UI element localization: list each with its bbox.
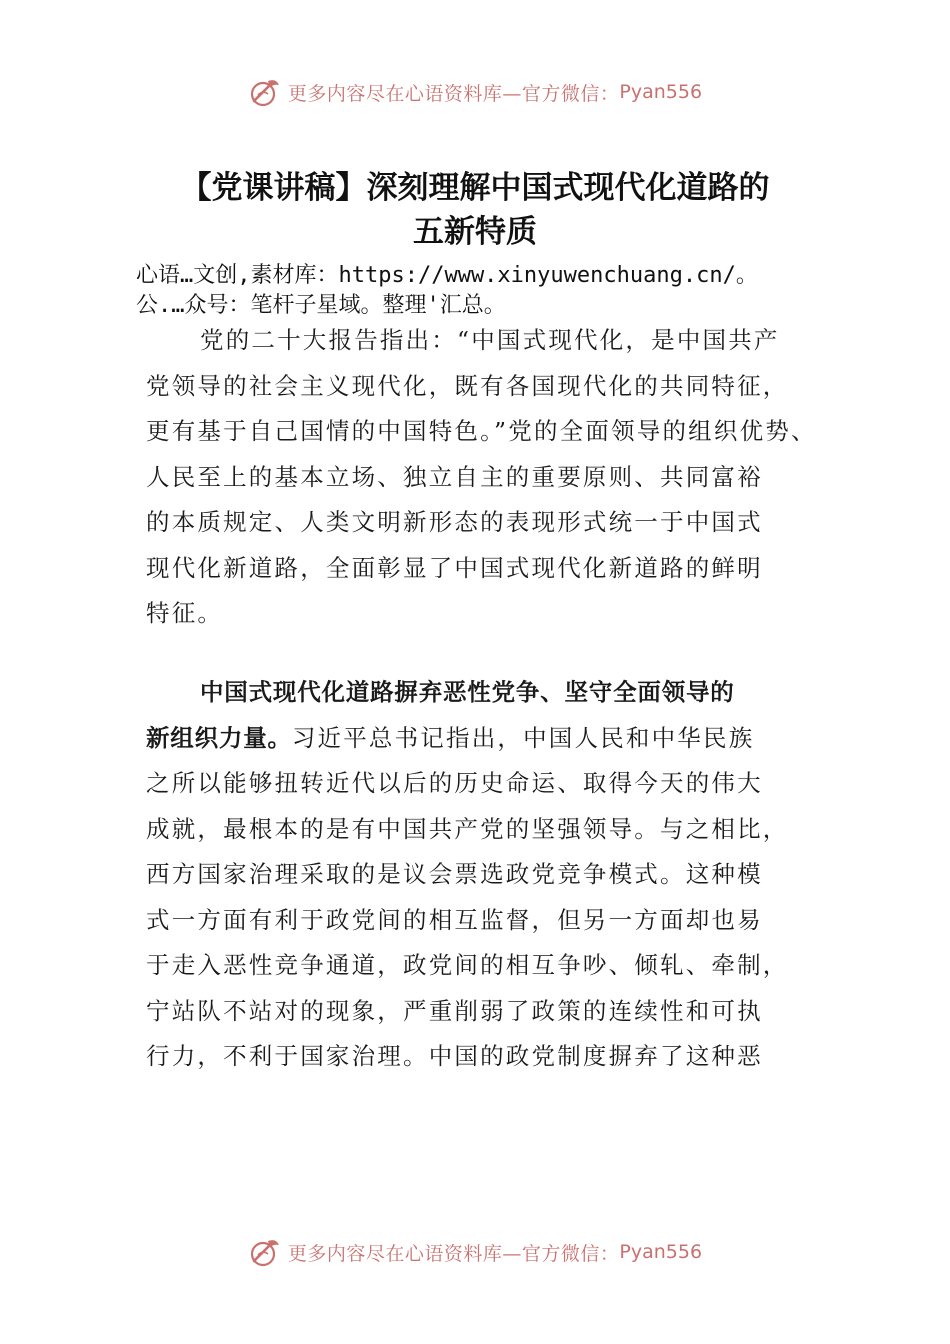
doc-title-line2: 五新特质: [413, 214, 537, 250]
banner-wechat-id: Pyan556: [619, 1241, 703, 1263]
section-heading-part1: 中国式现代化道路摒弃恶性党争、坚守全面领导的: [200, 678, 735, 706]
paragraph-2: [146, 670, 846, 1080]
paragraph-line: 宁站队不站对的现象，严重削弱了政策的连续性和可执: [146, 996, 763, 1025]
section-heading-part2: 新组织力量。: [146, 723, 292, 752]
paragraph-line: [146, 670, 846, 716]
bottom-banner: [0, 1232, 950, 1272]
paragraph-line: 党的二十大报告指出：“中国式现代化，是中国共产: [200, 326, 780, 354]
xinyu-logo-icon: [248, 75, 282, 109]
paragraph-line: 于走入恶性竞争通道，政党间的相互争吵、倾轧、牵制，: [146, 951, 789, 979]
paragraph-line: 特征。: [146, 599, 224, 627]
paragraph-line: 党领导的社会主义现代化，既有各国现代化的共同特征，: [146, 371, 789, 400]
doc-title-line1: 【党课讲稿】深刻理解中国式现代化道路的: [180, 170, 770, 206]
paragraph-line: 式一方面有利于政党间的相互监督，但另一方面却也易: [146, 905, 763, 934]
paragraph-line: 更有基于自己国情的中国特色。”党的全面领导的组织优势、: [146, 417, 817, 445]
paragraph-line: 的本质规定、人类文明新形态的表现形式统一于中国式: [146, 508, 763, 536]
paragraph-line: 行力，不利于国家治理。中国的政党制度摒弃了这种恶: [146, 1042, 763, 1070]
paragraph-text: 习近平总书记指出，中国人民和中华民族: [291, 723, 755, 752]
paragraph-line: 之所以能够扭转近代以后的历史命运、取得今天的伟大: [146, 769, 763, 797]
banner-wechat-id: Pyan556: [619, 81, 703, 103]
paragraph-line: 成就，最根本的是有中国共产党的坚强领导。与之相比，: [146, 814, 789, 843]
top-banner: [0, 72, 950, 112]
xinyu-logo-icon: [248, 1235, 282, 1269]
banner-text: 更多内容尽在心语资料库—官方微信：: [287, 82, 620, 105]
paragraph-line: 人民至上的基本立场、独立自主的重要原则、共同富裕: [146, 462, 763, 491]
source-line2: 公.…众号：笔杆子星域。整理'汇总。: [136, 293, 506, 318]
banner-text: 更多内容尽在心语资料库—官方微信：: [287, 1242, 620, 1265]
paragraph-line: [146, 716, 846, 762]
paragraph-line: 现代化新道路，全面彰显了中国式现代化新道路的鲜明: [146, 553, 763, 582]
paragraph-line: 西方国家治理采取的是议会票选政党竞争模式。这种模: [146, 860, 763, 888]
source-line1: 心语…文创,素材库：https://www.xinyuwenchuang.cn/。: [136, 263, 758, 288]
paragraph-1: [146, 318, 846, 637]
